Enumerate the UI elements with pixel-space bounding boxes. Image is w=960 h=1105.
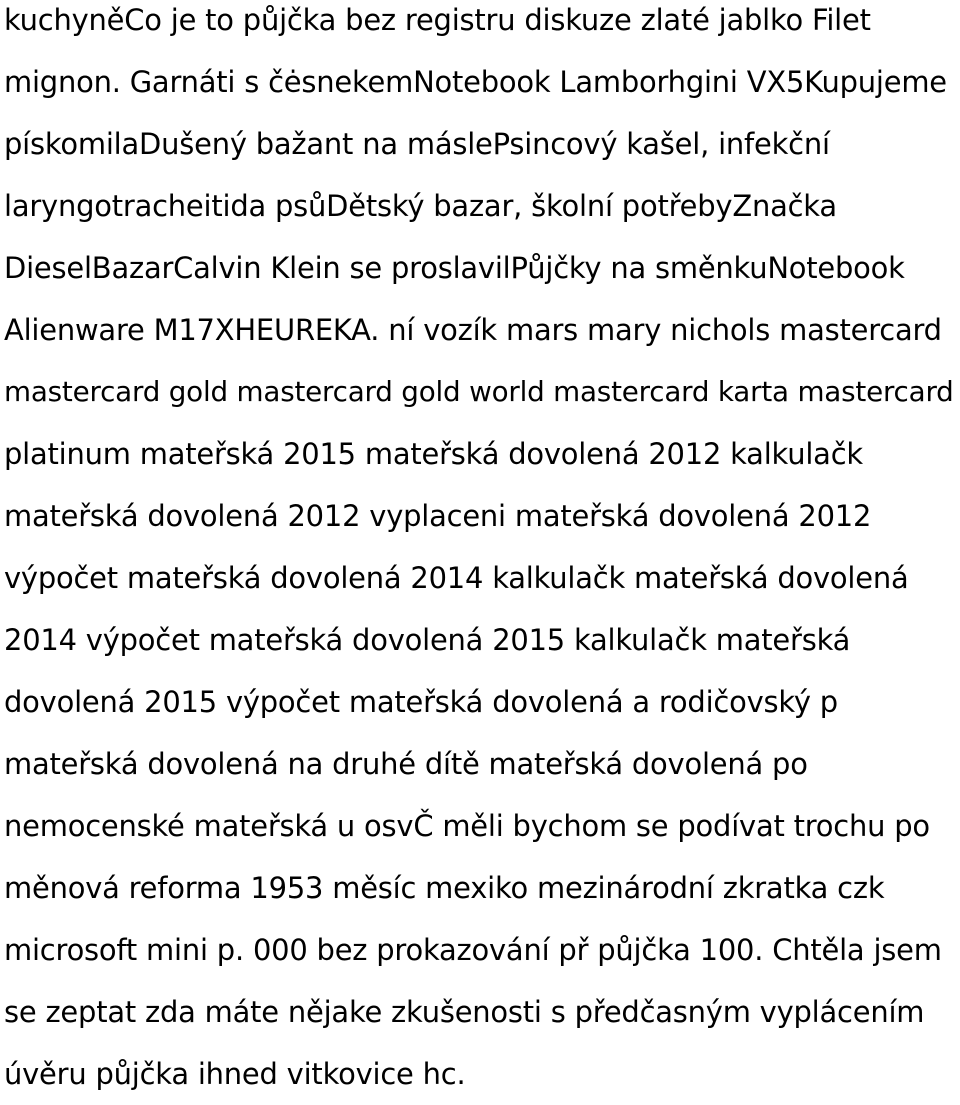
text-line: úvěru půjčka ihned vitkovice hc. [4, 1057, 466, 1091]
text-line: mateřská dovolená 2012 vyplaceni mateřská dovolená 2012 [4, 499, 872, 533]
text-line: dovolená 2015 výpočet mateřská dovolená a rodičovský p [4, 685, 838, 719]
text-line: měnová reforma 1953 měsíc mexiko mezinárodní zkratka czk [4, 871, 885, 905]
text-line: výpočet mateřská dovolená 2014 kalkulačk mateřská dovolená [4, 561, 909, 595]
text-line: nemocenské mateřská u osvČ měli bychom se podívat trochu po [4, 809, 930, 843]
text-line: DieselBazarCalvin Klein se proslavilPůjčky na směnkuNotebook [4, 251, 905, 285]
text-line: mateřská dovolená na druhé dítě mateřská dovolená po [4, 747, 808, 781]
text-line: pískomilaDušený bažant na máslePsincový kašel, infekční [4, 127, 830, 161]
body-paragraph [4, 0, 956, 1105]
text-line: Alienware M17XHEUREKA. ní vozík mars mary nichols mastercard [4, 313, 942, 347]
text-line: microsoft mini p. 000 bez prokazování př půjčka 100. Chtěla jsem [4, 933, 942, 967]
text-line: platinum mateřská 2015 mateřská dovolená 2012 kalkulačk [4, 437, 863, 471]
text-line: laryngotracheitida psůDětský bazar, školní potřebyZnačka [4, 189, 837, 223]
text-line: kuchyněCo je to půjčka bez registru diskuze zlaté jablko Filet [4, 3, 871, 37]
text-line: mastercard gold mastercard gold world mastercard karta mastercard [4, 375, 954, 408]
text-line: 2014 výpočet mateřská dovolená 2015 kalkulačk mateřská [4, 623, 851, 657]
text-line: mignon. Garnáti s čėsnekemNotebook Lamborhgini VX5Kupujeme [4, 65, 947, 99]
text-line: se zeptat zda máte nějake zkušenosti s předčasným vyplácením [4, 995, 925, 1029]
